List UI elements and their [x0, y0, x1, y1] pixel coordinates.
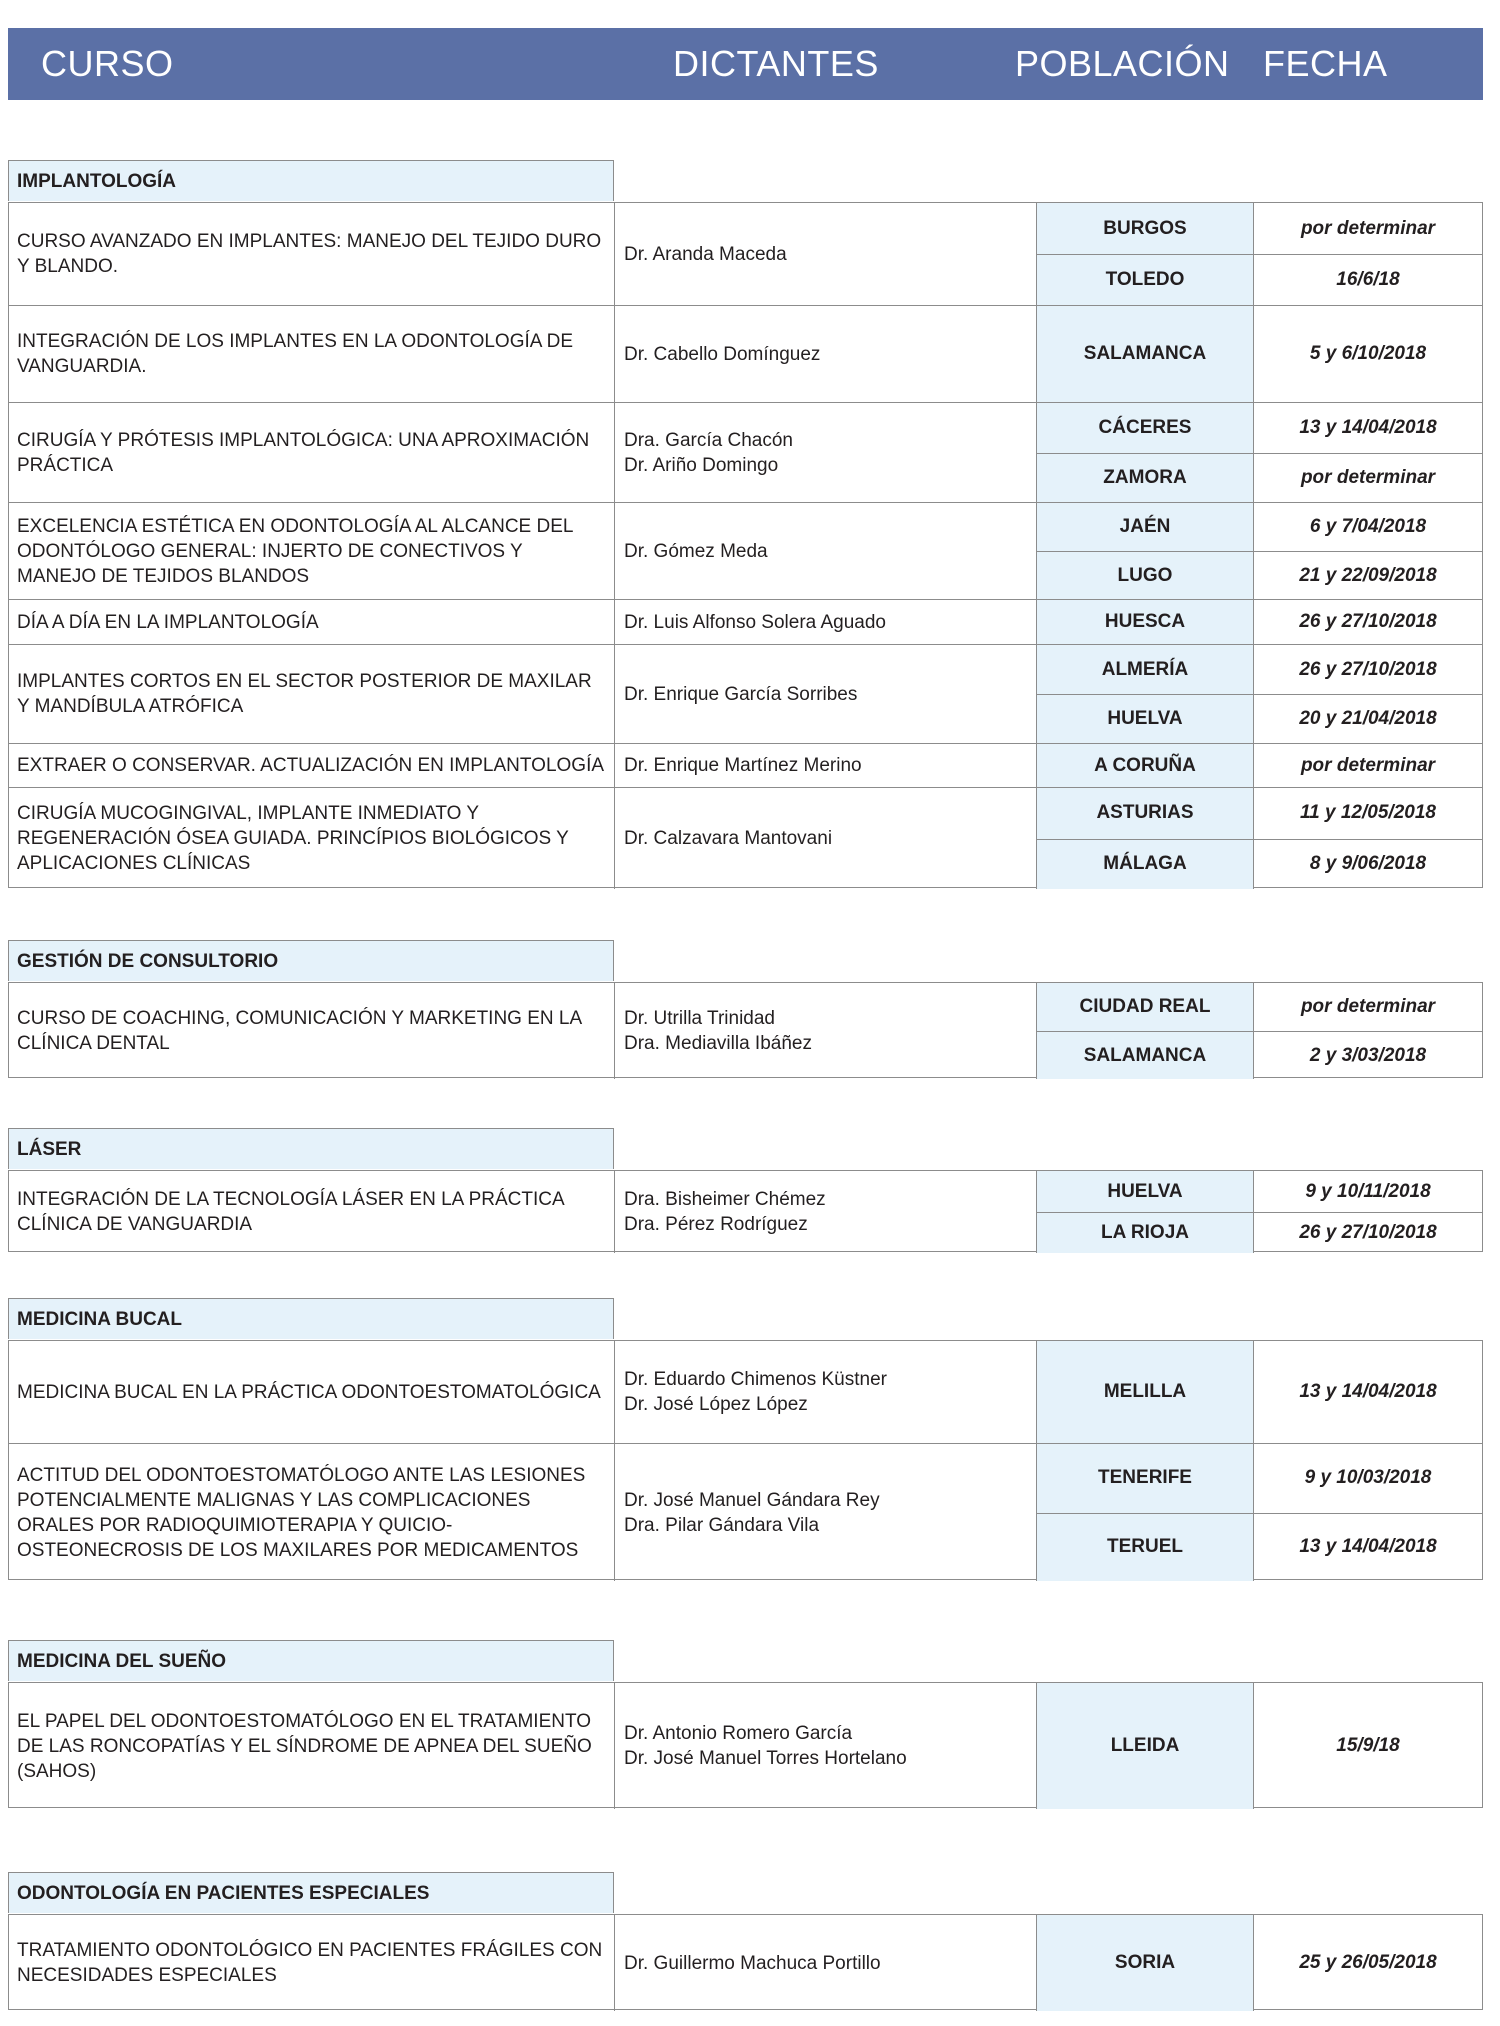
section-title: MEDICINA BUCAL	[8, 1298, 614, 1339]
course-title: CURSO AVANZADO EN IMPLANTES: MANEJO DEL TEJIDO DURO Y BLANDO.	[9, 203, 615, 305]
session-city: CÁCERES	[1037, 403, 1254, 453]
course-row	[9, 305, 1482, 402]
session-city: SALAMANCA	[1037, 306, 1254, 402]
session-city: SALAMANCA	[1037, 1032, 1254, 1079]
course-title: INTEGRACIÓN DE LA TECNOLOGÍA LÁSER EN LA PRÁCTICA CLÍNICA DE VANGUARDIA	[9, 1171, 615, 1253]
session-city: ALMERÍA	[1037, 645, 1254, 694]
session-date: por determinar	[1300, 466, 1436, 488]
course-sessions	[1037, 503, 1482, 599]
course-title: MEDICINA BUCAL EN LA PRÁCTICA ODONTOESTOMATOLÓGICA	[9, 1341, 615, 1443]
session-date: 9 y 10/11/2018	[1305, 1180, 1431, 1202]
session-row	[1037, 983, 1482, 1031]
course-row	[9, 599, 1482, 644]
course-instructors: Dra. García Chacón Dr. Ariño Domingo	[615, 403, 1037, 502]
session-row	[1037, 503, 1482, 551]
course-instructors: Dr. Gómez Meda	[615, 503, 1037, 599]
course-row	[9, 1443, 1482, 1581]
course-row	[9, 1171, 1482, 1253]
course-instructors: Dr. Calzavara Mantovani	[615, 788, 1037, 889]
course-sessions	[1037, 744, 1482, 787]
session-date: 26 y 27/10/2018	[1299, 658, 1437, 680]
course-instructors: Dra. Bisheimer Chémez Dra. Pérez Rodríguez	[615, 1171, 1037, 1253]
session-row	[1037, 203, 1482, 254]
session-row	[1037, 551, 1482, 599]
session-row	[1037, 1683, 1482, 1809]
course-title: EL PAPEL DEL ODONTOESTOMATÓLOGO EN EL TRATAMIENTO DE LAS RONCOPATÍAS Y EL SÍNDROME DE APNEA DEL SUEÑO (SAHOS)	[9, 1683, 615, 1809]
section-table	[8, 202, 1483, 888]
session-row	[1037, 254, 1482, 305]
course-sessions	[1037, 203, 1482, 305]
course-row	[9, 502, 1482, 599]
header-dictantes: DICTANTES	[673, 43, 879, 84]
course-instructors: Dr. Enrique Martínez Merino	[615, 744, 1037, 787]
course-sessions	[1037, 1444, 1482, 1581]
session-row	[1037, 1444, 1482, 1513]
session-date: por determinar	[1300, 996, 1436, 1017]
session-city: LUGO	[1037, 552, 1254, 599]
header-fecha: FECHA	[1263, 43, 1388, 84]
course-row	[9, 1341, 1482, 1443]
course-sessions	[1037, 1341, 1482, 1443]
section-title: MEDICINA DEL SUEÑO	[8, 1640, 614, 1681]
course-row	[9, 1683, 1482, 1809]
session-row	[1037, 788, 1482, 839]
session-row	[1037, 600, 1482, 644]
course-title: EXTRAER O CONSERVAR. ACTUALIZACIÓN EN IMPLANTOLOGÍA	[9, 744, 615, 787]
session-city: MÁLAGA	[1037, 840, 1254, 890]
course-title: ACTITUD DEL ODONTOESTOMATÓLOGO ANTE LAS LESIONES POTENCIALMENTE MALIGNAS Y LAS COMPLICACIONES ORALES POR RADIOQUIMIOTERAPIA Y QUICIO-OSTEONECROSIS DE LOS MAXILARES POR MEDICAMENTOS	[9, 1444, 615, 1581]
section-title: IMPLANTOLOGÍA	[8, 160, 614, 201]
session-city: CIUDAD REAL	[1037, 983, 1254, 1031]
session-row	[1037, 744, 1482, 787]
session-row	[1037, 839, 1482, 890]
course-title: TRATAMIENTO ODONTOLÓGICO EN PACIENTES FRÁGILES CON NECESIDADES ESPECIALES	[9, 1915, 615, 2011]
section-title: ODONTOLOGÍA EN PACIENTES ESPECIALES	[8, 1872, 614, 1913]
session-row	[1037, 1341, 1482, 1443]
session-date: 13 y 14/04/2018	[1299, 416, 1437, 438]
course-sessions	[1037, 1915, 1482, 2011]
course-sessions	[1037, 983, 1482, 1079]
session-city: TERUEL	[1037, 1514, 1254, 1582]
course-title: IMPLANTES CORTOS EN EL SECTOR POSTERIOR DE MAXILAR Y MANDÍBULA ATRÓFICA	[9, 645, 615, 743]
session-date: 15/9/18	[1336, 1735, 1400, 1756]
session-row	[1037, 306, 1482, 402]
session-date: 9 y 10/03/2018	[1304, 1467, 1432, 1489]
section-table	[8, 1170, 1483, 1252]
session-date: 11 y 12/05/2018	[1300, 802, 1436, 824]
course-sessions	[1037, 1683, 1482, 1809]
session-city: LA RIOJA	[1037, 1213, 1254, 1253]
session-date: 8 y 9/06/2018	[1309, 853, 1427, 875]
session-city: A CORUÑA	[1037, 744, 1254, 787]
session-date: 13 y 14/04/2018	[1299, 1381, 1437, 1402]
header-curso: CURSO	[41, 43, 174, 84]
course-instructors: Dr. Guillermo Machuca Portillo	[615, 1915, 1037, 2011]
section-table	[8, 1914, 1483, 2010]
course-row	[9, 743, 1482, 787]
session-row	[1037, 1212, 1482, 1253]
course-title: CIRUGÍA Y PRÓTESIS IMPLANTOLÓGICA: UNA APROXIMACIÓN PRÁCTICA	[9, 403, 615, 502]
session-city: MELILLA	[1037, 1341, 1254, 1443]
section-table	[8, 1682, 1483, 1808]
session-city: HUELVA	[1037, 695, 1254, 743]
section-table	[8, 1340, 1483, 1580]
session-city: HUESCA	[1037, 600, 1254, 644]
session-date: por determinar	[1300, 217, 1436, 239]
course-title: CURSO DE COACHING, COMUNICACIÓN Y MARKETING EN LA CLÍNICA DENTAL	[9, 983, 615, 1079]
session-date: 26 y 27/10/2018	[1299, 611, 1437, 632]
course-instructors: Dr. Luis Alfonso Solera Aguado	[615, 600, 1037, 644]
course-sessions	[1037, 600, 1482, 644]
session-date: 20 y 21/04/2018	[1299, 708, 1437, 729]
session-date: 13 y 14/04/2018	[1299, 1536, 1437, 1558]
course-sessions	[1037, 403, 1482, 502]
session-date: 16/6/18	[1336, 269, 1400, 290]
course-row	[9, 1915, 1482, 2011]
session-row	[1037, 1031, 1482, 1079]
course-row	[9, 203, 1482, 305]
session-date: 25 y 26/05/2018	[1299, 1952, 1437, 1973]
session-row	[1037, 403, 1482, 453]
session-row	[1037, 645, 1482, 694]
session-row	[1037, 1513, 1482, 1582]
header-poblacion: POBLACIÓN	[1015, 43, 1230, 84]
session-row	[1037, 1171, 1482, 1212]
session-city: JAÉN	[1037, 503, 1254, 551]
section-table	[8, 982, 1483, 1078]
course-title: DÍA A DÍA EN LA IMPLANTOLOGÍA	[9, 600, 615, 644]
course-title: CIRUGÍA MUCOGINGIVAL, IMPLANTE INMEDIATO Y REGENERACIÓN ÓSEA GUIADA. PRINCÍPIOS BIOLÓGICOS Y APLICACIONES CLÍNICAS	[9, 788, 615, 889]
course-row	[9, 983, 1482, 1079]
session-city: TOLEDO	[1037, 255, 1254, 305]
session-date: 26 y 27/10/2018	[1299, 1222, 1437, 1243]
course-sessions	[1037, 306, 1482, 402]
course-instructors: Dr. Enrique García Sorribes	[615, 645, 1037, 743]
section-title: GESTIÓN DE CONSULTORIO	[8, 940, 614, 981]
table-header	[8, 28, 1483, 100]
course-row	[9, 787, 1482, 889]
session-date: 2 y 3/03/2018	[1309, 1044, 1427, 1066]
session-date: por determinar	[1300, 754, 1436, 776]
course-instructors: Dr. Eduardo Chimenos Küstner Dr. José López López	[615, 1341, 1037, 1443]
course-instructors: Dr. Cabello Domínguez	[615, 306, 1037, 402]
course-title: INTEGRACIÓN DE LOS IMPLANTES EN LA ODONTOLOGÍA DE VANGUARDIA.	[9, 306, 615, 402]
course-instructors: Dr. Antonio Romero García Dr. José Manuel Torres Hortelano	[615, 1683, 1037, 1809]
section-title: LÁSER	[8, 1128, 614, 1169]
course-row	[9, 402, 1482, 502]
session-city: SORIA	[1037, 1915, 1254, 2011]
session-row	[1037, 453, 1482, 503]
session-row	[1037, 1915, 1482, 2011]
course-sessions	[1037, 1171, 1482, 1253]
course-sessions	[1037, 788, 1482, 889]
session-city: BURGOS	[1037, 203, 1254, 254]
session-city: ZAMORA	[1037, 454, 1254, 503]
session-city: HUELVA	[1037, 1171, 1254, 1212]
session-row	[1037, 694, 1482, 743]
session-date: 6 y 7/04/2018	[1309, 516, 1427, 537]
course-instructors: Dr. Aranda Maceda	[615, 203, 1037, 305]
session-city: ASTURIAS	[1037, 788, 1254, 839]
course-instructors: Dr. Utrilla Trinidad Dra. Mediavilla Ibáñez	[615, 983, 1037, 1079]
session-city: LLEIDA	[1037, 1683, 1254, 1809]
session-city: TENERIFE	[1037, 1444, 1254, 1513]
course-sessions	[1037, 645, 1482, 743]
course-title: EXCELENCIA ESTÉTICA EN ODONTOLOGÍA AL ALCANCE DEL ODONTÓLOGO GENERAL: INJERTO DE CONECTIVOS Y MANEJO DE TEJIDOS BLANDOS	[9, 503, 615, 599]
course-row	[9, 644, 1482, 743]
session-date: 21 y 22/09/2018	[1299, 564, 1437, 586]
session-date: 5 y 6/10/2018	[1309, 343, 1427, 364]
course-instructors: Dr. José Manuel Gándara Rey Dra. Pilar Gándara Vila	[615, 1444, 1037, 1581]
